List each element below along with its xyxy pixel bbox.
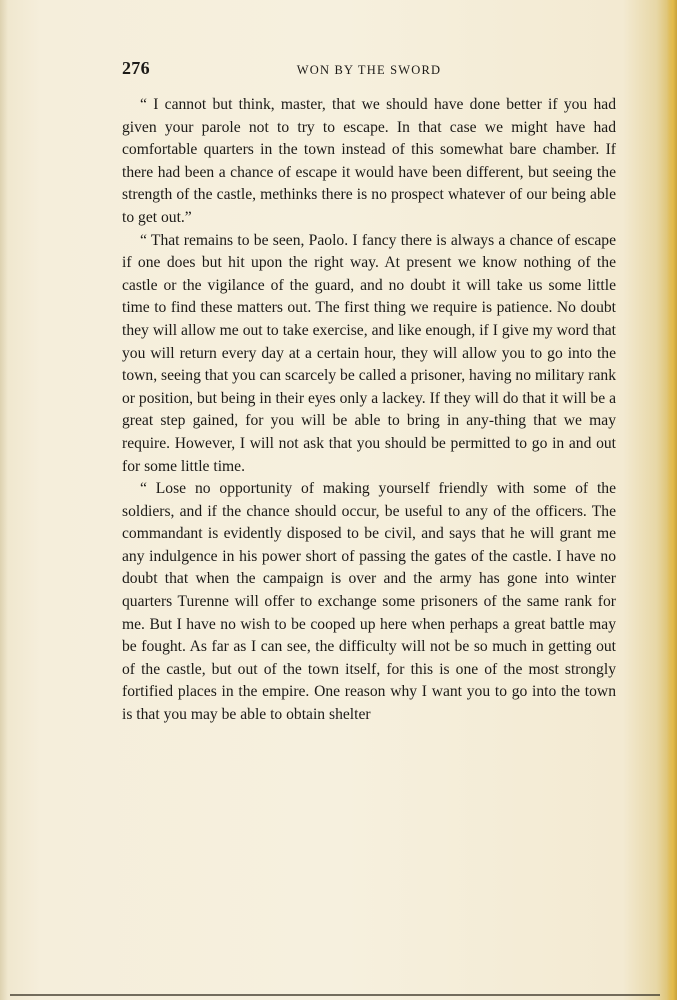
page-edge-gilt — [667, 0, 677, 1000]
paragraph: “ Lose no opportunity of making yourself friendly with some of the soldiers, and if the chance should occur, be useful to any of the officers. The commandant is evidently disposed to be civil, and says that he will grant me any indulgence in his power short of passing the gates of the castle. I have no doubt that when the campaign is over and the army has gone into winter quarters Turenne will offer to exchange some prisoners of the same rank for me. But I have no wish to be cooped up here when perhaps a great battle may be fought. As far as I can see, the difficulty will not be so much in getting out of the castle, but out of the town itself, for this is one of the most strongly fortified places in the empire. One reason why I want you to go into the town is that you may be able to obtain shelter — [122, 480, 616, 724]
page-gutter-shadow — [0, 0, 8, 1000]
running-head: WON BY THE SWORD — [296, 63, 442, 77]
bottom-rule — [10, 994, 660, 996]
paragraph: “ I cannot but think, master, that we should have done better if you had given your parole not to try to escape. In that case we might have had comfortable quarters in the town instead of this somewhat bare chamber. If there had been a chance of escape it would have been different, but seeing the strength of the castle, methinks there is no prospect whatever of our being able to get out.” — [122, 96, 616, 226]
page-header — [122, 58, 616, 84]
page-number: 276 — [122, 58, 150, 78]
body-text — [122, 94, 616, 727]
paragraph: “ That remains to be seen, Paolo. I fancy there is always a chance of escape if one does but hit upon the right way. At present we know nothing of the castle or the vigilance of the guard, and no doubt it will take us some little time to find these matters out. The first thing we require is patience. No doubt they will allow me out to take exercise, and like enough, if I give my word that you will return every day at a certain hour, they will allow you to go into the town, seeing that you can scarcely be called a prisoner, having no military rank or position, but being in their eyes only a lackey. If they will do that it will be a great step gained, for you will be able to bring in any-thing that we may require. However, I will not ask that you should be permitted to go in and out for some little time. — [122, 231, 616, 475]
